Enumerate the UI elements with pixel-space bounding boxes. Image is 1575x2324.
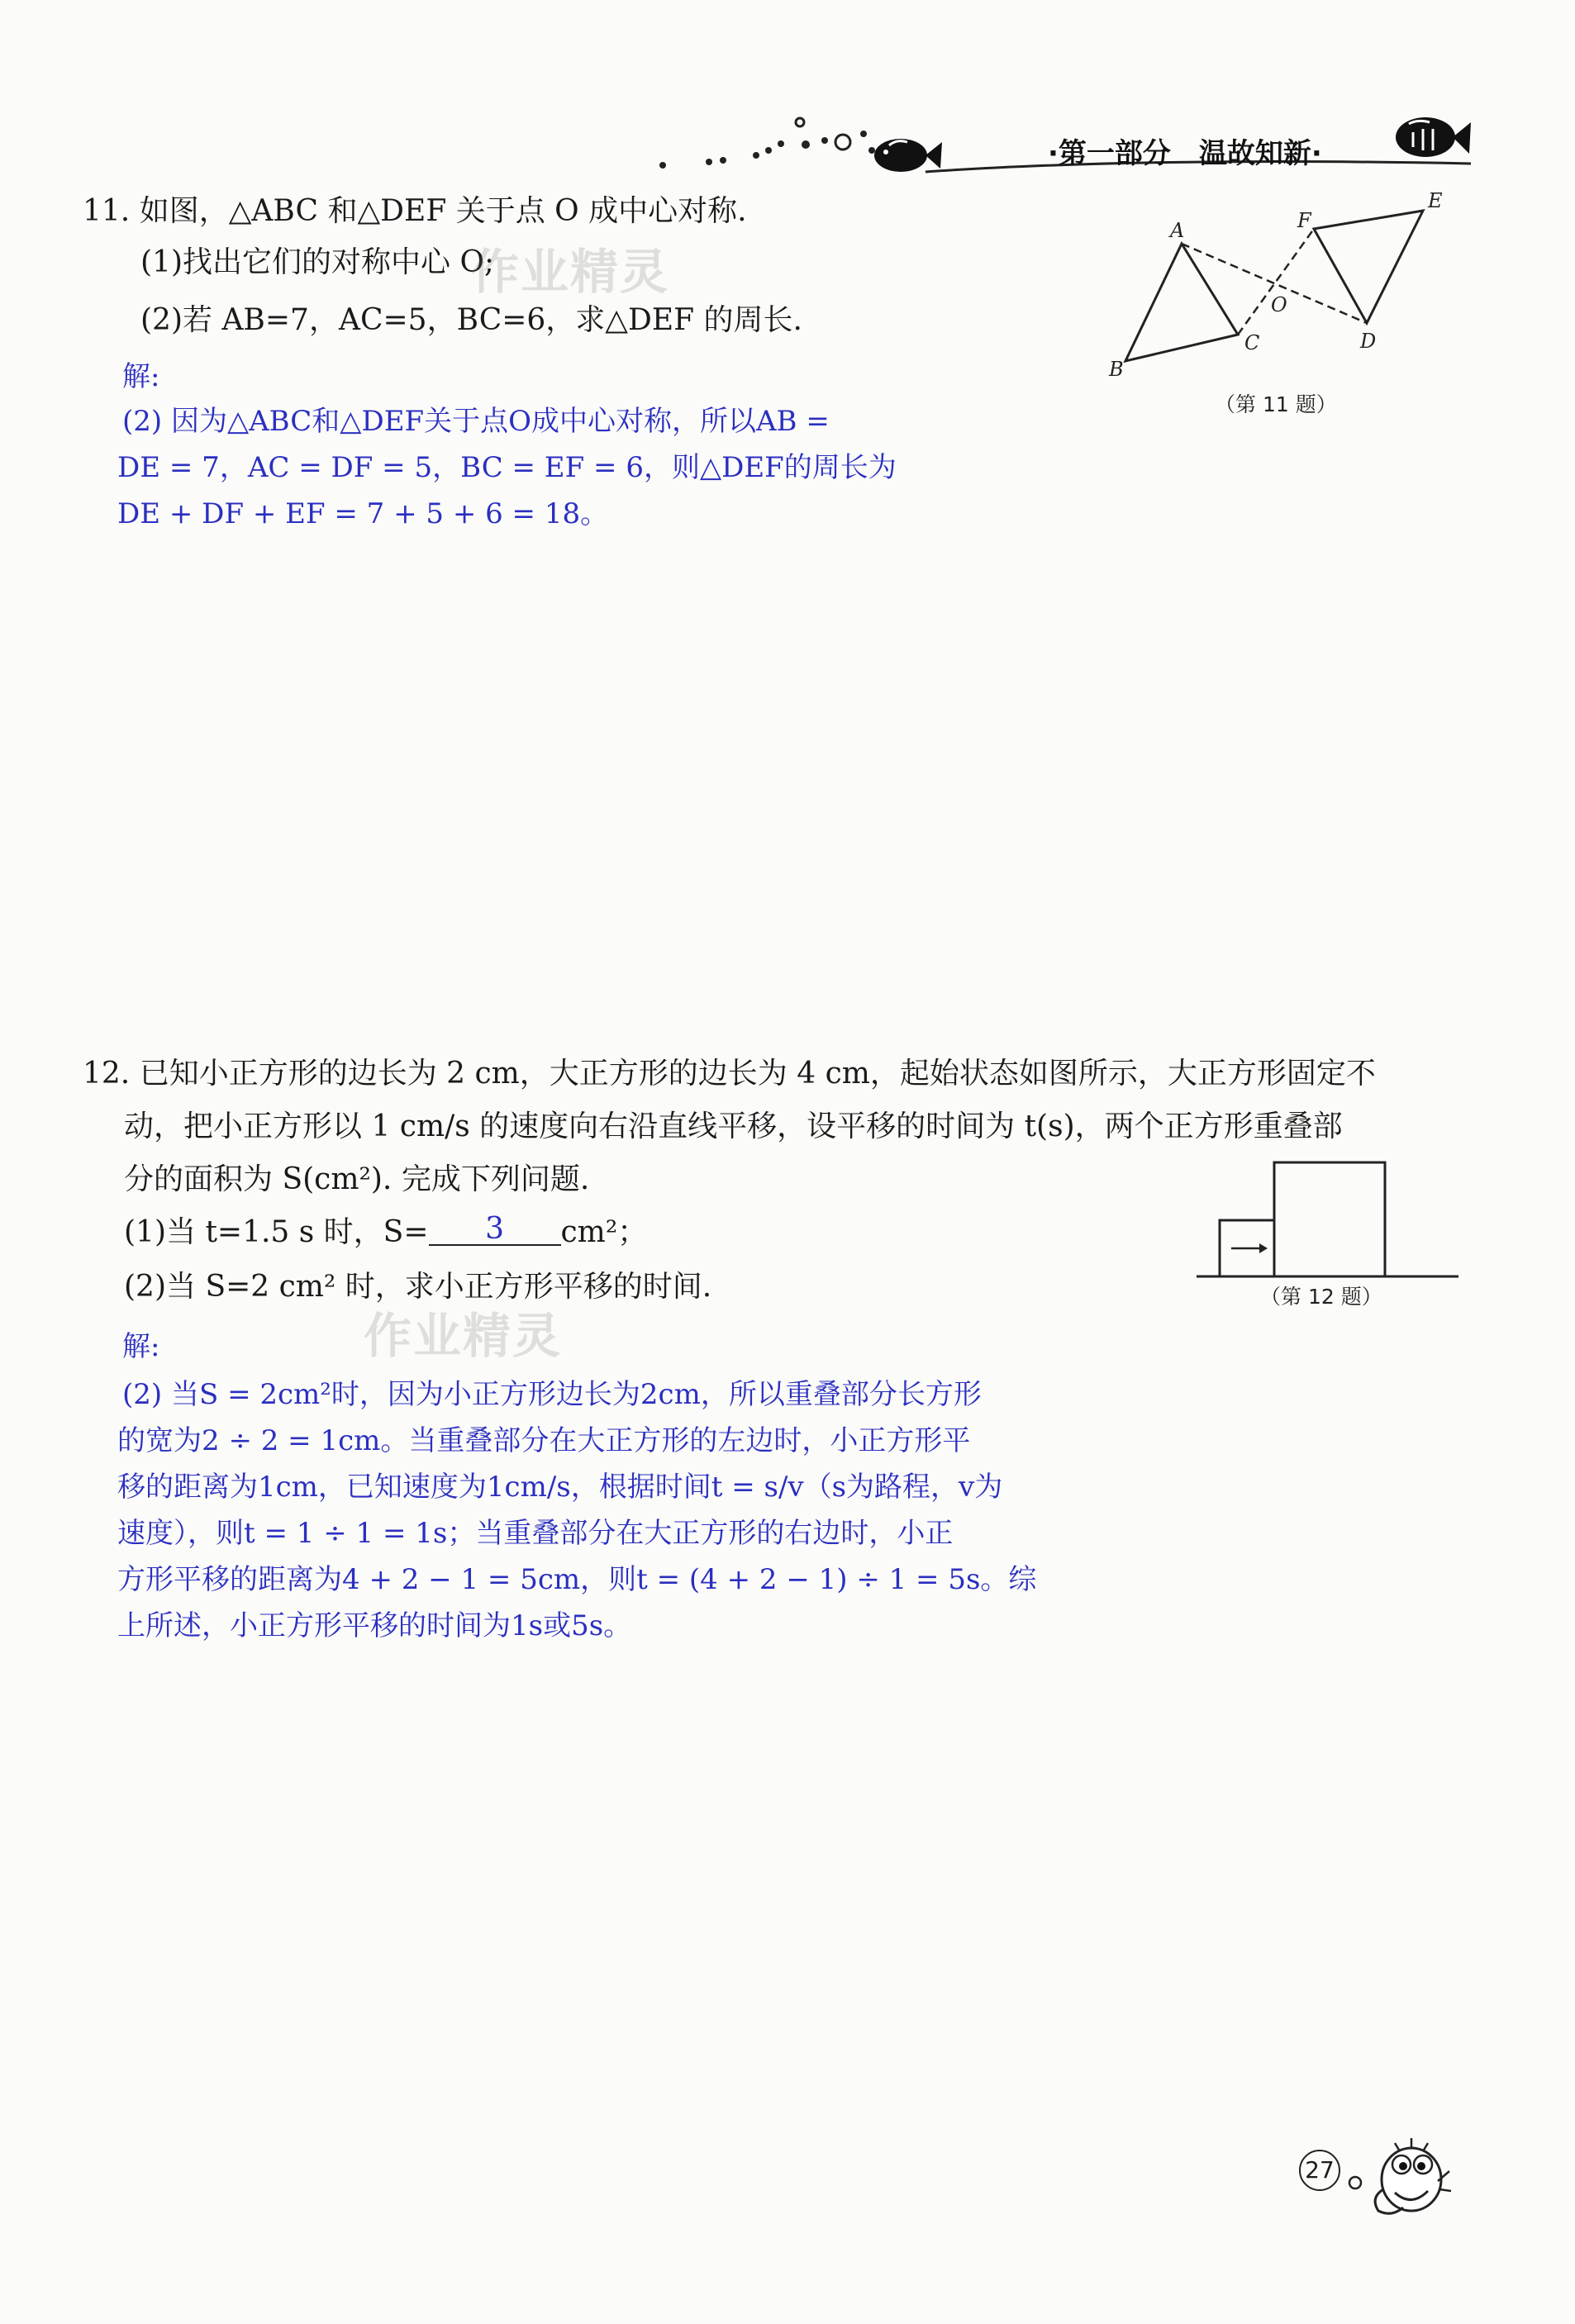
q11-figure [1091, 178, 1463, 409]
watermark: 作业精灵 [364, 1308, 563, 1364]
label-o: O [1271, 293, 1287, 316]
q12-answer-line-5: 方形平移的距离为4 + 2 − 1 = 5cm，则t = (4 + 2 − 1) ÷ 1 = 5s。综 [117, 1563, 1037, 1596]
q12-part2: (2)当 S=2 cm² 时，求小正方形平移的时间. [124, 1270, 712, 1304]
label-a: A [1170, 219, 1185, 242]
triangle-def [1314, 211, 1423, 323]
fish-icon [1396, 117, 1471, 157]
q11-answer-line-2: DE = 7，AC = DF = 5，BC = EF = 6，则△DEF的周长为 [117, 451, 897, 484]
label-c: C [1244, 331, 1260, 354]
label-b: B [1109, 358, 1124, 381]
label-e: E [1428, 189, 1443, 212]
q12-answer-line-1: (2) 当S = 2cm²时，因为小正方形边长为2cm，所以重叠部分长方形 [122, 1378, 982, 1411]
label-f: F [1297, 209, 1311, 232]
section-header: ·第一部分 温故知新· [1048, 137, 1322, 170]
q11-jie: 解: [122, 360, 160, 393]
q11-answer-line-3: DE + DF + EF = 7 + 5 + 6 = 18。 [117, 497, 609, 530]
segment-cf [1238, 229, 1314, 335]
q12-figure-caption: （第 12 题） [1260, 1285, 1382, 1309]
q12-part1-suffix: cm²； [560, 1215, 648, 1249]
q12-answer-line-2: 的宽为2 ÷ 2 = 1cm。当重叠部分在大正方形的左边时，小正方形平 [117, 1424, 971, 1457]
q12-figure [1190, 1152, 1463, 1285]
arrow-right-icon [1231, 1243, 1268, 1253]
q12-jie: 解: [122, 1330, 160, 1363]
bubble-dots-icon [659, 118, 875, 169]
q11-answer-line-1: (2) 因为△ABC和△DEF关于点O成中心对称，所以AB = [122, 405, 830, 438]
q11-part2: (2)若 AB=7，AC=5，BC=6，求△DEF 的周长. [140, 303, 803, 337]
q11-part1: (1)找出它们的对称中心 O; [140, 245, 495, 279]
q12-part1 [124, 1212, 648, 1249]
q11-figure-caption: （第 11 题） [1215, 392, 1337, 416]
q12-answer-line-6: 上所述，小正方形平移的时间为1s或5s。 [117, 1609, 632, 1642]
q12-answer-line-3: 移的距离为1cm，已知速度为1cm/s，根据时间t = s/v（s为路程，v为 [117, 1471, 1003, 1504]
q12-stem-line-3: 分的面积为 S(cm²). 完成下列问题. [124, 1162, 590, 1196]
q12-stem-line-2: 动，把小正方形以 1 cm/s 的速度向右沿直线平移，设平移的时间为 t(s)，两个正方形重叠部 [124, 1110, 1343, 1143]
label-d: D [1360, 330, 1377, 353]
q12-part1-prefix: (1)当 t=1.5 s 时，S= [124, 1215, 429, 1249]
large-square [1274, 1162, 1385, 1276]
q12-answer-line-4: 速度），则t = 1 ÷ 1 = 1s；当重叠部分在大正方形的右边时，小正 [117, 1517, 954, 1550]
q12-stem-line-1: 12. 已知小正方形的边长为 2 cm，大正方形的边长为 4 cm，起始状态如图所示，大正方形固定不 [83, 1057, 1376, 1091]
q11-stem: 11. 如图，△ABC 和△DEF 关于点 O 成中心对称. [83, 194, 747, 228]
watermark: 作业精灵 [471, 244, 670, 300]
page-number: 27 [1299, 2150, 1340, 2191]
q12-part1-answer: 3 [429, 1214, 561, 1246]
fish-icon [874, 139, 942, 172]
cartoon-mascot-icon [1345, 2132, 1453, 2222]
